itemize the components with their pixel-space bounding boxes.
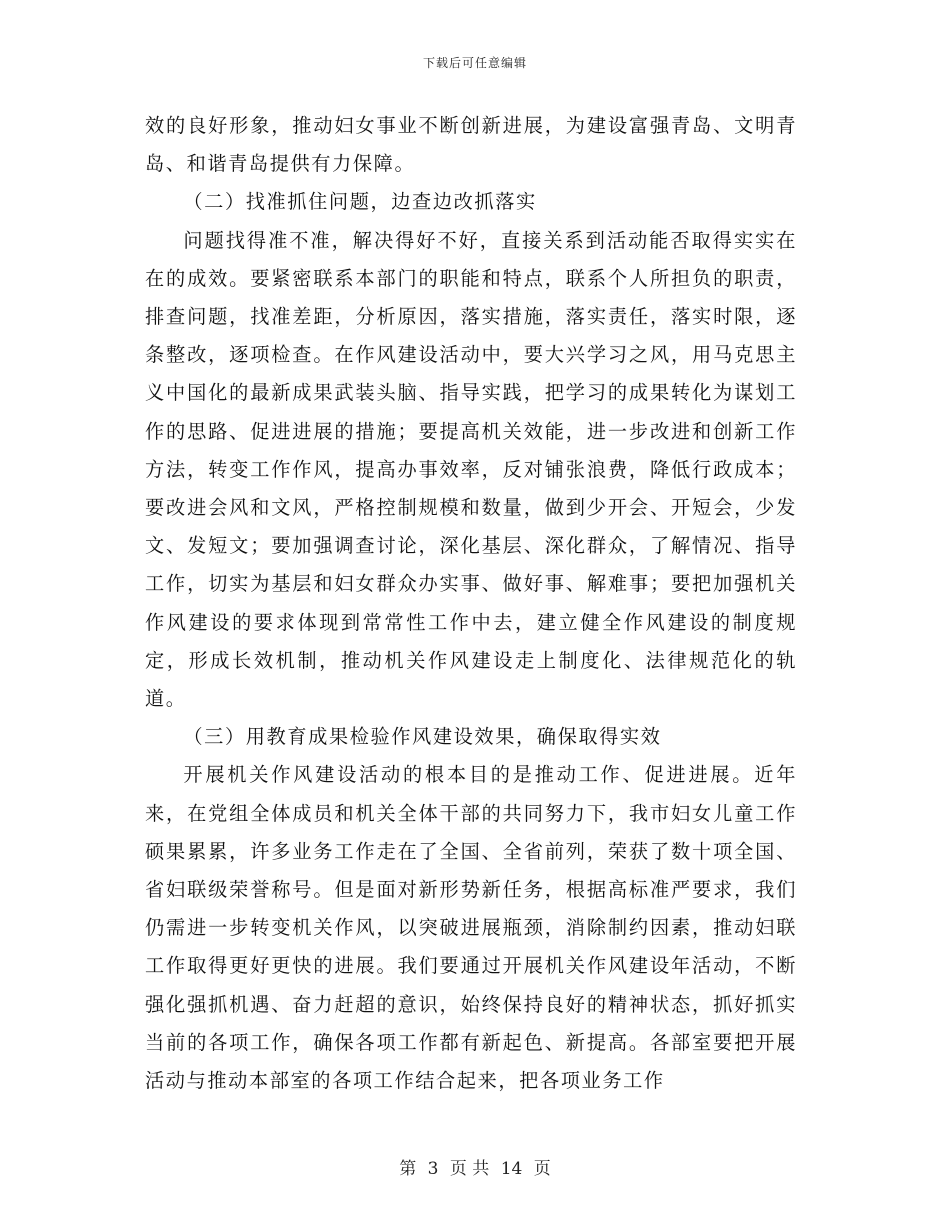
section-heading-2: （二）找准抓住问题，边查边改抓落实: [183, 190, 537, 214]
paragraph-continuation: 效的良好形象，推动妇女事业不断创新进展，为建设富强青岛、文明青岛、和谐青岛提供有力保障。: [145, 114, 797, 176]
paragraph-section-3: 开展机关作风建设活动的根本目的是推动工作、促进进展。近年来，在党组全体成员和机关全体干部的共同努力下，我市妇女儿童工作硕果累累，许多业务工作走在了全国、全省前列，荣获了数十项全国、省妇联级荣誉称号。但是面对新形势新任务，根据高标准严要求，我们仍需进一步转变机关作风，以突破进展瓶颈，消除制约因素，推动妇联工作取得更好更快的进展。我们要通过开展机关作风建设年活动，不断强化强抓机遇、奋力赶超的意识，始终保持良好的精神状态，抓好抓实当前的各项工作，确保各项工作都有新起色、新提高。各部室要把开展活动与推动本部室的各项工作结合起来，把各项业务工作: [145, 763, 797, 1093]
section-heading-3: （三）用教育成果检验作风建设效果，确保取得实效: [183, 725, 662, 749]
footer-suffix: 页: [533, 1159, 551, 1179]
footer-page-number: 3: [427, 1159, 439, 1179]
footer-prefix: 第: [399, 1159, 417, 1179]
page-footer: [0, 1154, 950, 1179]
page-header-note: 下载后可任意编辑: [422, 56, 527, 70]
footer-total-pages: 14: [500, 1159, 523, 1179]
paragraph-section-2: 问题找得准不准，解决得好不好，直接关系到活动能否取得实实在在的成效。要紧密联系本部门的职能和特点，联系个人所担负的职责，排查问题，找准差距，分析原因，落实措施，落实责任，落实时限，逐条整改，逐项检查。在作风建设活动中，要大兴学习之风，用马克思主义中国化的最新成果武装头脑、指导实践，把学习的成果转化为谋划工作的思路、促进进展的措施；要提高机关效能，进一步改进和创新工作方法，转变工作作风，提高办事效率，反对铺张浪费，降低行政成本；要改进会风和文风，严格控制规模和数量，做到少开会、开短会，少发文、发短文；要加强调查讨论，深化基层、深化群众，了解情况、指导工作，切实为基层和妇女群众办实事、做好事、解难事；要把加强机关作风建设的要求体现到常常性工作中去，建立健全作风建设的制度规定，形成长效机制，推动机关作风建设走上制度化、法律规范化的轨道。: [145, 228, 797, 711]
document-body: [145, 107, 797, 1100]
footer-middle: 页 共: [449, 1159, 490, 1179]
